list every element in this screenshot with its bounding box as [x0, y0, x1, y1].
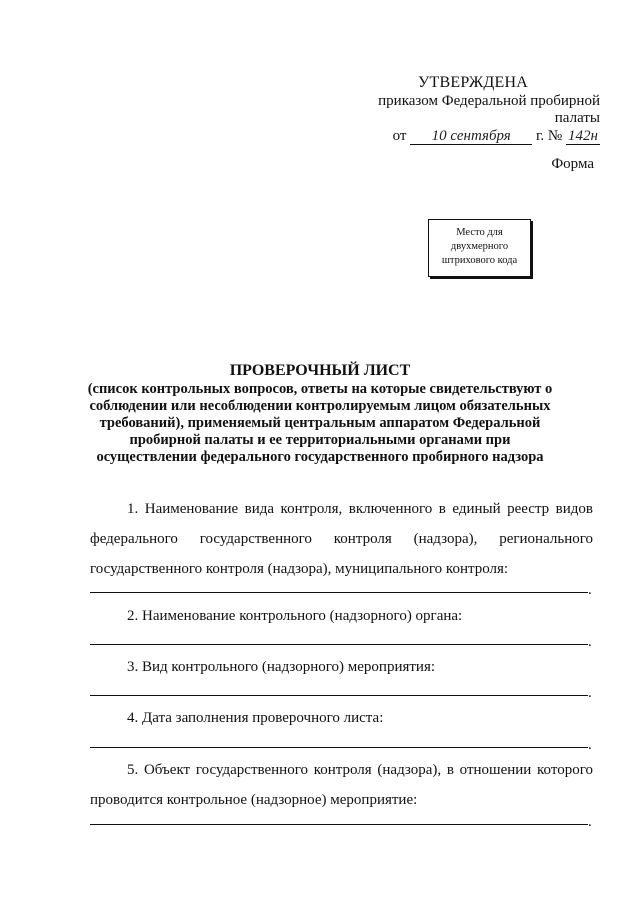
checklist-item-3 — [90, 652, 593, 682]
item-1-text: 1. Наименование вида контроля, включенного в единый реестр видов федерального государственного контроля (надзора), регионального государственного контроля (надзора), муниципального контроля: — [90, 501, 593, 577]
item-5-fill-line — [90, 824, 588, 825]
year-number-label: г. № — [535, 128, 563, 144]
item-4-text: 4. Дата заполнения проверочного листа: — [127, 710, 384, 726]
item-3-line-dot: . — [588, 685, 592, 701]
from-label: от — [392, 128, 407, 144]
checklist-item-1 — [90, 494, 593, 584]
item-2-text: 2. Наименование контрольного (надзорного) органа: — [127, 608, 463, 624]
item-1-fill-line — [90, 592, 588, 593]
approval-title: УТВЕРЖДЕНА — [417, 74, 528, 91]
checklist-item-5 — [90, 755, 593, 815]
item-2-line-dot: . — [588, 634, 592, 650]
item-4-fill-line — [90, 747, 588, 748]
document-subtitle: (список контрольных вопросов, ответы на которые свидетельствуют о соблюдении или несоблюдении контролируемым лицом обязательных требований), применяемый центральным аппаратом Федеральной пробирной палаты и ее территориальными органами при осуществлении федерального государственного пробирного надзора — [87, 381, 553, 465]
document-heading — [80, 362, 560, 466]
item-4-line-dot: . — [588, 737, 592, 753]
item-3-fill-line — [90, 695, 588, 696]
handwritten-date: 10 сентября — [410, 129, 532, 145]
document-title: ПРОВЕРОЧНЫЙ ЛИСТ — [229, 362, 411, 379]
approval-stamp — [330, 74, 600, 145]
item-1-line-dot: . — [588, 582, 592, 598]
checklist-item-2 — [90, 601, 593, 631]
item-5-text: 5. Объект государственного контроля (надзора), в отношении которого проводится контрольное (надзорное) мероприятие: — [90, 762, 593, 808]
checklist-item-4 — [90, 703, 593, 733]
form-label: Форма — [551, 156, 594, 172]
item-2-fill-line — [90, 644, 588, 645]
item-5-line-dot: . — [588, 814, 592, 830]
approval-order: приказом Федеральной пробирной палаты — [378, 93, 600, 126]
barcode-placeholder-box: Место для двухмерного штрихового кода — [428, 219, 531, 277]
approval-date-line — [330, 128, 600, 145]
item-3-text: 3. Вид контрольного (надзорного) мероприятия: — [127, 659, 436, 675]
handwritten-order-number: 142н — [566, 129, 600, 145]
